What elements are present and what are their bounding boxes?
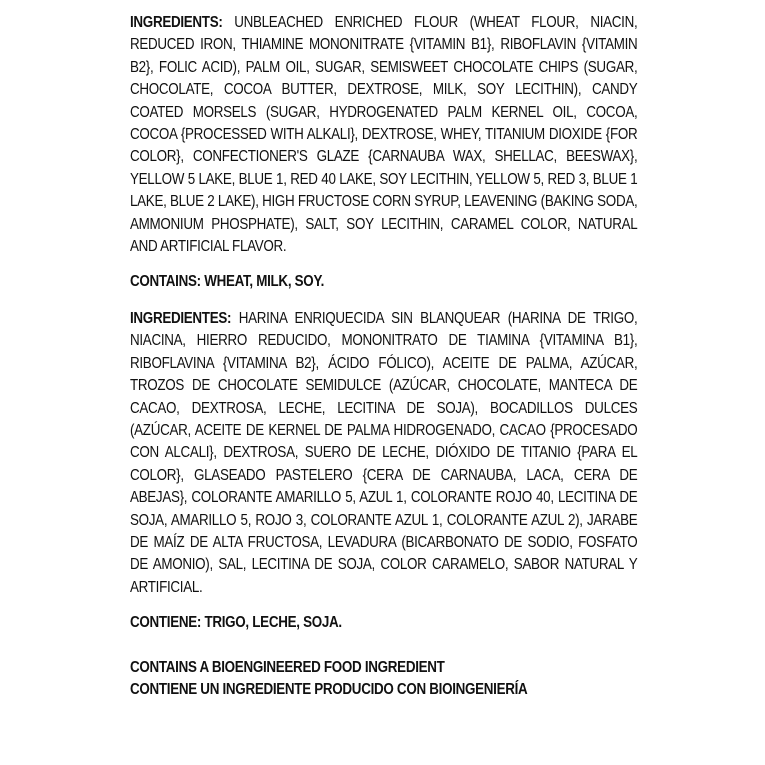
bioengineered-statement-english: CONTAINS A BIOENGINEERED FOOD INGREDIENT <box>130 658 445 676</box>
ingredients-label <box>130 12 637 701</box>
english-allergen-statement: CONTAINS: WHEAT, MILK, SOY. <box>130 273 325 291</box>
english-ingredients-text: UNBLEACHED ENRICHED FLOUR (WHEAT FLOUR, NIACIN, REDUCED IRON, THIAMINE MONONITRATE {VITAMIN B1}, RIBOFLAVIN {VITAMIN B2}, FOLIC ACID), PALM OIL, SUGAR, SEMISWEET CHOCOLATE CHIPS (SUGAR, CHOCOLATE, COCOA BUTTER, DEXTROSE, MILK, SOY LECITHIN), CANDY COATED MORSELS (SUGAR, HYDROGENATED PALM KERNEL OIL, COCOA, COCOA {PROCESSED WITH ALKALI}, DEXTROSE, WHEY, TITANIUM DIOXIDE {FOR COLOR}, CONFECTIONER'S GLAZE {CARNAUBA WAX, SHELLAC, BEESWAX}, YELLOW 5 LAKE, BLUE 1, RED 40 LAKE, SOY LECITHIN, YELLOW 5, RED 3, BLUE 1 LAKE, BLUE 2 LAKE), HIGH FRUCTOSE CORN SYRUP, LEAVENING (BAKING SODA, AMMONIUM PHOSPHATE), SALT, SOY LECITHIN, CARAMEL COLOR, NATURAL AND ARTIFICIAL FLAVOR. <box>130 14 638 256</box>
english-ingredients-paragraph <box>130 12 637 258</box>
spanish-allergen-statement: CONTIENE: TRIGO, LECHE, SOJA. <box>130 614 342 632</box>
spanish-ingredients-heading: INGREDIENTES: <box>130 309 232 327</box>
bioengineered-statement-spanish: CONTIENE UN INGREDIENTE PRODUCIDO CON BIOINGENIERÍA <box>130 680 528 698</box>
english-ingredients-heading: INGREDIENTS: <box>130 14 223 31</box>
spanish-ingredients-text: HARINA ENRIQUECIDA SIN BLANQUEAR (HARINA DE TRIGO, NIACINA, HIERRO REDUCIDO, MONONITRATO DE TIAMINA {VITAMINA B1}, RIBOFLAVINA {VITAMINA B2}, ÁCIDO FÓLICO), ACEITE DE PALMA, AZÚCAR, TROZOS DE CHOCOLATE SEMIDULCE (AZÚCAR, CHOCOLATE, MANTECA DE CACAO, DEXTROSA, LECHE, LECITINA DE SOJA), BOCADILLOS DULCES (AZÚCAR, ACEITE DE KERNEL DE PALMA HIDROGENADO, CACAO {PROCESADO CON ALCALI}, DEXTROSA, SUERO DE LECHE, DIÓXIDO DE TITANIO {PARA EL COLOR}, GLASEADO PASTELERO {CERA DE CARNAUBA, LACA, CERA DE ABEJAS}, COLORANTE AMARILLO 5, AZUL 1, COLORANTE ROJO 40, LECITINA DE SOJA, AMARILLO 5, ROJO 3, COLORANTE AZUL 1, COLORANTE AZUL 2), JARABE DE MAÍZ DE ALTA FRUCTOSA, LEVADURA (BICARBONATO DE SODIO, FOSFATO DE AMONIO), SAL, LECITINA DE SOJA, COLOR CARAMELO, SABOR NATURAL Y ARTIFICIAL. <box>130 309 638 596</box>
spanish-ingredients-paragraph <box>130 308 637 599</box>
